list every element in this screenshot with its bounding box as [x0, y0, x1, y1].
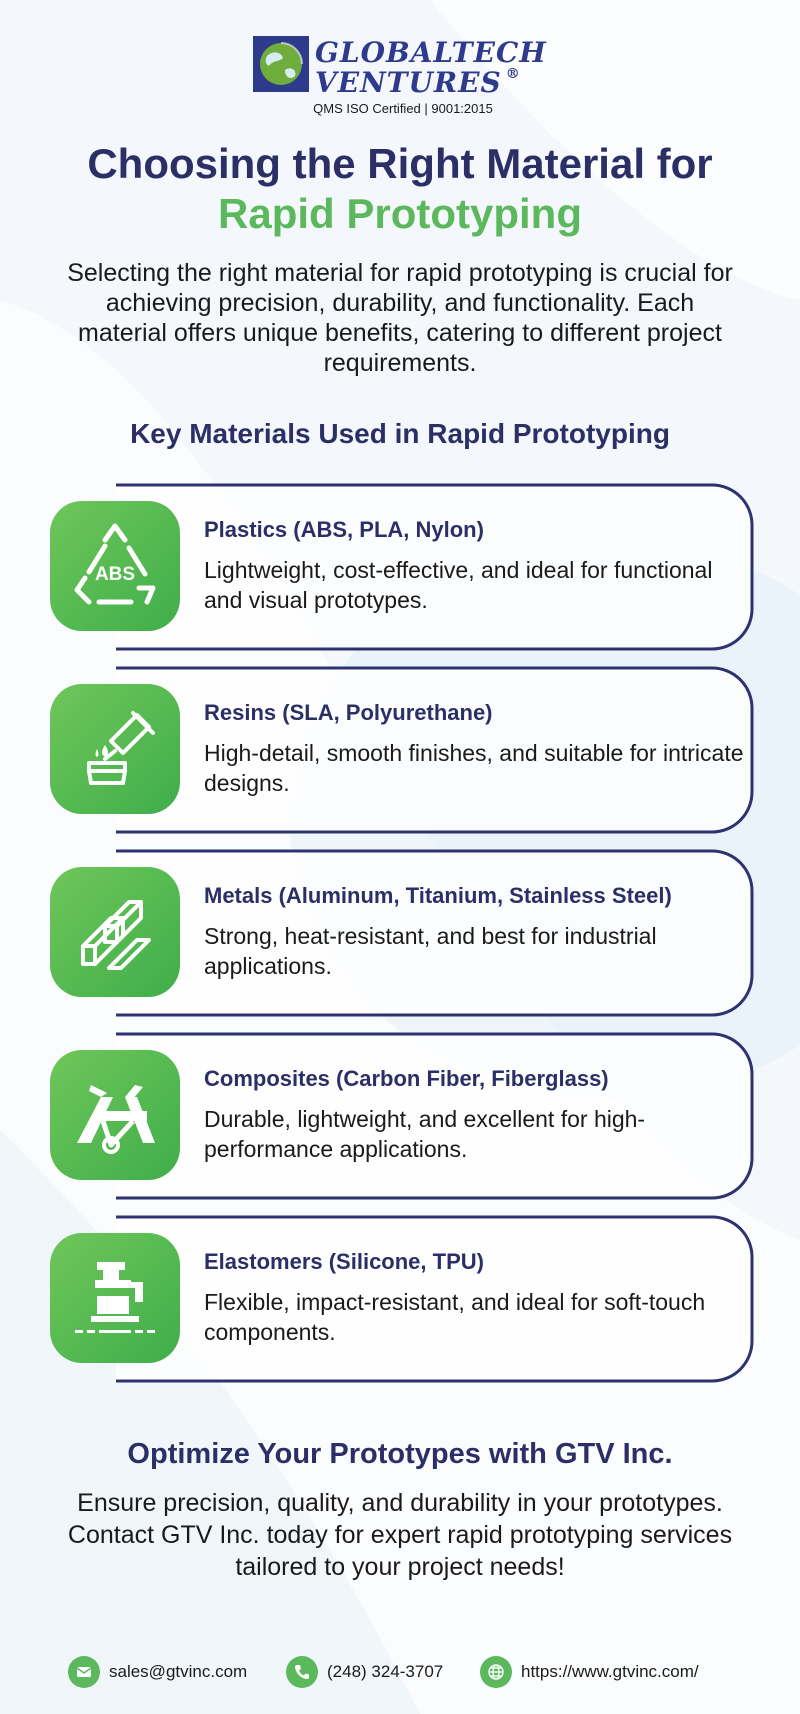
material-icon-box [50, 1050, 180, 1180]
phone-icon [286, 1656, 318, 1688]
cta-body: Ensure precision, quality, and durability in your prototypes. Contact GTV Inc. today for expert rapid prototyping services tailored to your project needs! [67, 1489, 733, 1581]
contact-website-text[interactable]: https://www.gtvinc.com/ [521, 1662, 699, 1681]
resin-dropper-icon [67, 701, 163, 797]
cta-heading: Optimize Your Prototypes with GTV Inc. [127, 1438, 673, 1470]
material-description: Durable, lightweight, and excellent for high-performance applications. [204, 1106, 646, 1162]
material-title: Metals (Aluminum, Titanium, Stainless Steel) [204, 883, 672, 908]
material-icon-box [50, 501, 180, 631]
material-title: Plastics (ABS, PLA, Nylon) [204, 517, 484, 542]
material-description: Strong, heat-resistant, and best for industrial applications. [204, 923, 657, 979]
press-mold-icon [67, 1250, 163, 1346]
email-icon [68, 1656, 100, 1688]
recycle-abs-icon [67, 518, 163, 614]
contact-phone-text[interactable]: (248) 324-3707 [327, 1662, 444, 1681]
registered-mark: ® [505, 66, 521, 82]
logo-wordmark-line1: GLOBALTECH [315, 36, 547, 69]
material-description: Lightweight, cost-effective, and ideal for functional and visual prototypes. [204, 557, 713, 613]
material-icon-box [50, 684, 180, 814]
material-card-metals [108, 849, 754, 1017]
material-icon-box [50, 867, 180, 997]
section-heading: Key Materials Used in Rapid Prototyping [130, 418, 670, 449]
metal-bars-icon [67, 884, 163, 980]
page-title-line2: Rapid Prototyping [218, 190, 582, 237]
material-title: Resins (SLA, Polyurethane) [204, 700, 493, 725]
logo-wordmark-line2: VENTURES ® [315, 66, 521, 99]
globe-icon [480, 1656, 512, 1688]
material-title: Composites (Carbon Fiber, Fiberglass) [204, 1066, 609, 1091]
material-description: High-detail, smooth finishes, and suitable for intricate designs. [204, 740, 744, 796]
company-logo [253, 36, 553, 120]
contact-email-text[interactable]: sales@gtvinc.com [109, 1662, 248, 1681]
material-card-composites [108, 1032, 754, 1200]
page-title-line1: Choosing the Right Material for [87, 140, 713, 187]
svg-text:ABS: ABS [94, 564, 136, 585]
certification-text: QMS ISO Certified | 9001:2015 [313, 101, 493, 116]
globe-logo-icon [253, 36, 309, 92]
intro-paragraph: Selecting the right material for rapid prototyping is crucial for achieving precision, durability, and functionality. Each material offers unique benefits, catering to different project requirements. [67, 259, 733, 377]
material-description: Flexible, impact-resistant, and ideal for soft-touch components. [204, 1289, 706, 1345]
material-card-elastomers [108, 1215, 754, 1383]
bike-frame-icon [67, 1067, 163, 1163]
material-title: Elastomers (Silicone, TPU) [204, 1249, 484, 1274]
material-card-plastics [94, 483, 754, 651]
material-icon-box [50, 1233, 180, 1363]
material-card-resins [108, 666, 754, 834]
